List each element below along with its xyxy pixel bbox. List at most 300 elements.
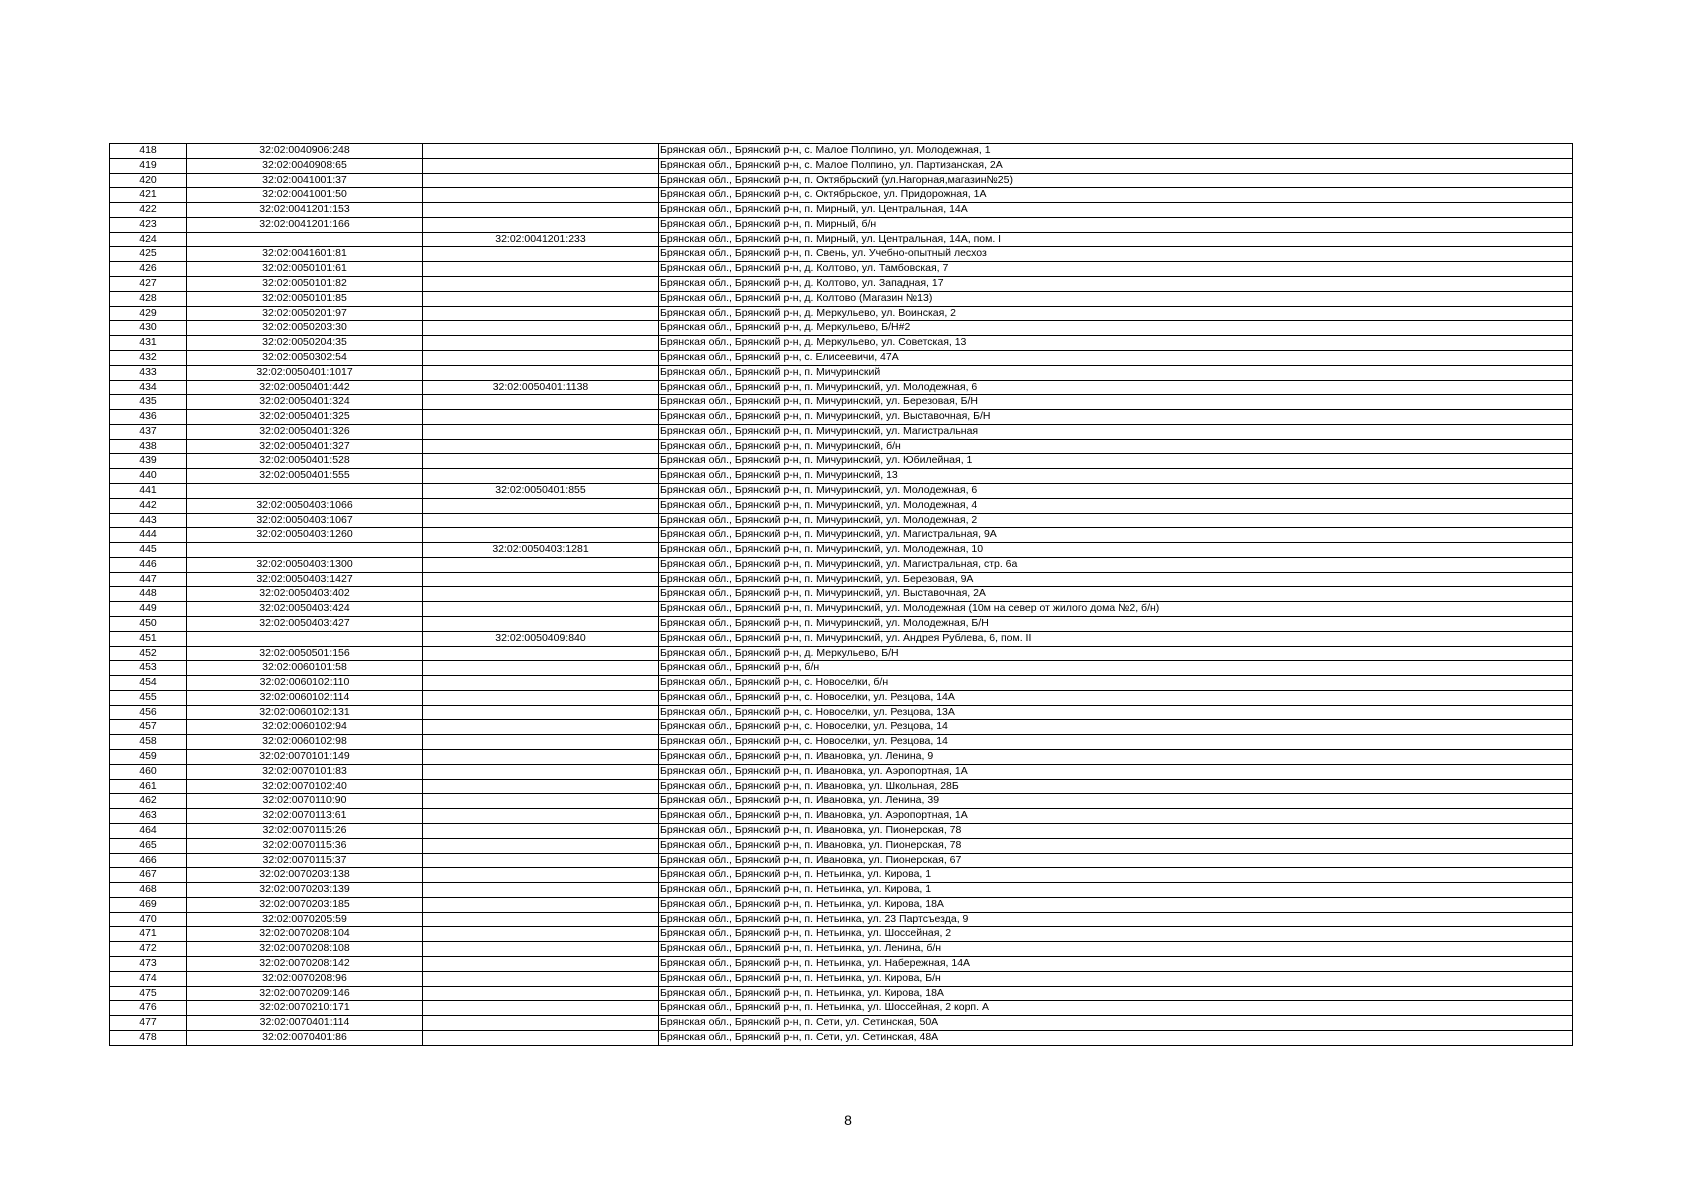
row-number-cell: 442: [110, 498, 187, 513]
row-number-cell: 426: [110, 262, 187, 277]
cadastral-number-cell: 32:02:0060102:131: [187, 705, 423, 720]
row-number-cell: 478: [110, 1030, 187, 1045]
cadastral-number-cell: 32:02:0070115:36: [187, 838, 423, 853]
address-cell: Брянская обл., Брянский р-н, с. Малое Полпино, ул. Партизанская, 2А: [659, 158, 1573, 173]
cadastral-number-cell: 32:02:0070401:86: [187, 1030, 423, 1045]
table-row: [110, 498, 1573, 513]
table-row: [110, 646, 1573, 661]
table-row: [110, 469, 1573, 484]
premises-cadastral-number-cell: [423, 528, 659, 543]
address-cell: Брянская обл., Брянский р-н, п. Свень, ул. Учебно-опытный лесхоз: [659, 247, 1573, 262]
cadastral-number-cell: 32:02:0070203:138: [187, 868, 423, 883]
address-cell: Брянская обл., Брянский р-н, п. Мичуринский, ул. Березовая, Б/Н: [659, 395, 1573, 410]
address-cell: Брянская обл., Брянский р-н, п. Мичуринский, ул. Выставочная, 2А: [659, 587, 1573, 602]
premises-cadastral-number-cell: [423, 557, 659, 572]
table-row: [110, 927, 1573, 942]
address-cell: Брянская обл., Брянский р-н, п. Ивановка, ул. Аэропортная, 1А: [659, 764, 1573, 779]
address-cell: Брянская обл., Брянский р-н, п. Нетьинка, ул. Кирова, 1: [659, 883, 1573, 898]
premises-cadastral-number-cell: [423, 306, 659, 321]
table-row: [110, 853, 1573, 868]
table-row: [110, 424, 1573, 439]
address-cell: Брянская обл., Брянский р-н, п. Нетьинка, ул. Кирова, 1: [659, 868, 1573, 883]
premises-cadastral-number-cell: [423, 823, 659, 838]
premises-cadastral-number-cell: [423, 661, 659, 676]
premises-cadastral-number-cell: [423, 336, 659, 351]
address-cell: Брянская обл., Брянский р-н, д. Колтово, ул. Западная, 17: [659, 277, 1573, 292]
row-number-cell: 423: [110, 217, 187, 232]
address-cell: Брянская обл., Брянский р-н, п. Ивановка, ул. Пионерская, 78: [659, 838, 1573, 853]
premises-cadastral-number-cell: [423, 735, 659, 750]
cadastral-number-cell: 32:02:0050403:1066: [187, 498, 423, 513]
address-cell: Брянская обл., Брянский р-н, п. Сети, ул. Сетинская, 48А: [659, 1030, 1573, 1045]
premises-cadastral-number-cell: [423, 262, 659, 277]
cadastral-number-cell: 32:02:0070210:171: [187, 1001, 423, 1016]
address-cell: Брянская обл., Брянский р-н, с. Малое Полпино, ул. Молодежная, 1: [659, 144, 1573, 159]
cadastral-number-cell: 32:02:0040908:65: [187, 158, 423, 173]
premises-cadastral-number-cell: [423, 350, 659, 365]
cadastral-number-cell: 32:02:0050403:1067: [187, 513, 423, 528]
row-number-cell: 440: [110, 469, 187, 484]
premises-cadastral-number-cell: 32:02:0050401:1138: [423, 380, 659, 395]
registry-table: [109, 143, 1573, 1046]
table-row: [110, 971, 1573, 986]
table-row: [110, 897, 1573, 912]
cadastral-number-cell: 32:02:0070205:59: [187, 912, 423, 927]
cadastral-number-cell: 32:02:0050403:1300: [187, 557, 423, 572]
premises-cadastral-number-cell: [423, 676, 659, 691]
premises-cadastral-number-cell: [423, 617, 659, 632]
address-cell: Брянская обл., Брянский р-н, д. Меркульево, Б/Н#2: [659, 321, 1573, 336]
table-row: [110, 1016, 1573, 1031]
row-number-cell: 472: [110, 942, 187, 957]
cadastral-number-cell: 32:02:0050403:1427: [187, 572, 423, 587]
cadastral-number-cell: 32:02:0050501:156: [187, 646, 423, 661]
premises-cadastral-number-cell: [423, 454, 659, 469]
cadastral-number-cell: 32:02:0050403:402: [187, 587, 423, 602]
table-row: [110, 217, 1573, 232]
table-row: [110, 779, 1573, 794]
table-row: [110, 631, 1573, 646]
premises-cadastral-number-cell: [423, 956, 659, 971]
row-number-cell: 464: [110, 823, 187, 838]
cadastral-number-cell: 32:02:0070110:90: [187, 794, 423, 809]
address-cell: Брянская обл., Брянский р-н, п. Мичуринский, ул. Молодежная (10м на север от жилого дома №2, б/н): [659, 602, 1573, 617]
row-number-cell: 476: [110, 1001, 187, 1016]
premises-cadastral-number-cell: [423, 1001, 659, 1016]
row-number-cell: 430: [110, 321, 187, 336]
cadastral-number-cell: 32:02:0041201:153: [187, 203, 423, 218]
cadastral-number-cell: 32:02:0050101:85: [187, 291, 423, 306]
page-number: 8: [844, 1112, 852, 1128]
address-cell: Брянская обл., Брянский р-н, п. Мирный, ул. Центральная, 14А, пом. I: [659, 232, 1573, 247]
premises-cadastral-number-cell: [423, 868, 659, 883]
address-cell: Брянская обл., Брянский р-н, п. Нетьинка, ул. Набережная, 14А: [659, 956, 1573, 971]
cadastral-number-cell: 32:02:0070208:108: [187, 942, 423, 957]
table-row: [110, 528, 1573, 543]
row-number-cell: 463: [110, 809, 187, 824]
address-cell: Брянская обл., Брянский р-н, п. Мичуринский, ул. Магистральная, 9А: [659, 528, 1573, 543]
row-number-cell: 421: [110, 188, 187, 203]
table-row: [110, 838, 1573, 853]
cadastral-number-cell: 32:02:0050401:327: [187, 439, 423, 454]
address-cell: Брянская обл., Брянский р-н, п. Мичуринский, ул. Березовая, 9А: [659, 572, 1573, 587]
table-row: [110, 232, 1573, 247]
cadastral-number-cell: [187, 543, 423, 558]
table-row: [110, 350, 1573, 365]
cadastral-number-cell: 32:02:0070101:149: [187, 750, 423, 765]
table-row: [110, 617, 1573, 632]
row-number-cell: 475: [110, 986, 187, 1001]
table-row: [110, 587, 1573, 602]
row-number-cell: 458: [110, 735, 187, 750]
table-row: [110, 986, 1573, 1001]
row-number-cell: 445: [110, 543, 187, 558]
table-row: [110, 454, 1573, 469]
row-number-cell: 422: [110, 203, 187, 218]
cadastral-number-cell: 32:02:0041601:81: [187, 247, 423, 262]
premises-cadastral-number-cell: [423, 469, 659, 484]
row-number-cell: 437: [110, 424, 187, 439]
row-number-cell: 435: [110, 395, 187, 410]
row-number-cell: 452: [110, 646, 187, 661]
table-row: [110, 942, 1573, 957]
premises-cadastral-number-cell: [423, 942, 659, 957]
premises-cadastral-number-cell: [423, 853, 659, 868]
address-cell: Брянская обл., Брянский р-н, д. Меркульево, ул. Воинская, 2: [659, 306, 1573, 321]
cadastral-number-cell: 32:02:0050302:54: [187, 350, 423, 365]
cadastral-number-cell: 32:02:0041201:166: [187, 217, 423, 232]
address-cell: Брянская обл., Брянский р-н, с. Новоселки, ул. Резцова, 14А: [659, 690, 1573, 705]
address-cell: Брянская обл., Брянский р-н, д. Колтово (Магазин №13): [659, 291, 1573, 306]
address-cell: Брянская обл., Брянский р-н, п. Нетьинка, ул. Кирова, 18А: [659, 897, 1573, 912]
premises-cadastral-number-cell: [423, 1030, 659, 1045]
table-row: [110, 735, 1573, 750]
address-cell: Брянская обл., Брянский р-н, п. Мичуринский, ул. Молодежная, 6: [659, 380, 1573, 395]
table-row: [110, 306, 1573, 321]
row-number-cell: 436: [110, 410, 187, 425]
address-cell: Брянская обл., Брянский р-н, д. Меркульево, ул. Советская, 13: [659, 336, 1573, 351]
cadastral-number-cell: 32:02:0070208:96: [187, 971, 423, 986]
address-cell: Брянская обл., Брянский р-н, д. Колтово, ул. Тамбовская, 7: [659, 262, 1573, 277]
address-cell: Брянская обл., Брянский р-н, п. Мичуринский, ул. Выставочная, Б/Н: [659, 410, 1573, 425]
row-number-cell: 450: [110, 617, 187, 632]
table-row: [110, 912, 1573, 927]
cadastral-number-cell: 32:02:0050403:424: [187, 602, 423, 617]
cadastral-number-cell: 32:02:0070208:142: [187, 956, 423, 971]
cadastral-number-cell: 32:02:0070203:185: [187, 897, 423, 912]
row-number-cell: 469: [110, 897, 187, 912]
premises-cadastral-number-cell: [423, 158, 659, 173]
address-cell: Брянская обл., Брянский р-н, п. Мичуринский, ул. Молодежная, 4: [659, 498, 1573, 513]
row-number-cell: 419: [110, 158, 187, 173]
table-row: [110, 439, 1573, 454]
cadastral-number-cell: 32:02:0050204:35: [187, 336, 423, 351]
address-cell: Брянская обл., Брянский р-н, п. Мичуринский, ул. Магистральная: [659, 424, 1573, 439]
row-number-cell: 425: [110, 247, 187, 262]
premises-cadastral-number-cell: [423, 838, 659, 853]
premises-cadastral-number-cell: [423, 779, 659, 794]
row-number-cell: 471: [110, 927, 187, 942]
cadastral-number-cell: 32:02:0041001:50: [187, 188, 423, 203]
premises-cadastral-number-cell: [423, 986, 659, 1001]
address-cell: Брянская обл., Брянский р-н, с. Новоселки, ул. Резцова, 13А: [659, 705, 1573, 720]
row-number-cell: 456: [110, 705, 187, 720]
row-number-cell: 461: [110, 779, 187, 794]
premises-cadastral-number-cell: [423, 720, 659, 735]
cadastral-number-cell: 32:02:0060102:114: [187, 690, 423, 705]
premises-cadastral-number-cell: [423, 794, 659, 809]
cadastral-number-cell: [187, 631, 423, 646]
premises-cadastral-number-cell: [423, 410, 659, 425]
cadastral-number-cell: 32:02:0041001:37: [187, 173, 423, 188]
row-number-cell: 455: [110, 690, 187, 705]
address-cell: Брянская обл., Брянский р-н, п. Нетьинка, ул. 23 Партсъезда, 9: [659, 912, 1573, 927]
cadastral-number-cell: 32:02:0070401:114: [187, 1016, 423, 1031]
premises-cadastral-number-cell: [423, 912, 659, 927]
row-number-cell: 443: [110, 513, 187, 528]
address-cell: Брянская обл., Брянский р-н, с. Елисеевичи, 47А: [659, 350, 1573, 365]
table-row: [110, 247, 1573, 262]
table-row: [110, 158, 1573, 173]
table-row: [110, 365, 1573, 380]
cadastral-number-cell: 32:02:0050401:528: [187, 454, 423, 469]
address-cell: Брянская обл., Брянский р-н, п. Ивановка, ул. Ленина, 39: [659, 794, 1573, 809]
cadastral-number-cell: 32:02:0070101:83: [187, 764, 423, 779]
row-number-cell: 477: [110, 1016, 187, 1031]
address-cell: Брянская обл., Брянский р-н, п. Мирный, ул. Центральная, 14А: [659, 203, 1573, 218]
row-number-cell: 433: [110, 365, 187, 380]
address-cell: Брянская обл., Брянский р-н, п. Мирный, б/н: [659, 217, 1573, 232]
table-row: [110, 676, 1573, 691]
premises-cadastral-number-cell: [423, 690, 659, 705]
table-row: [110, 336, 1573, 351]
address-cell: Брянская обл., Брянский р-н, п. Сети, ул. Сетинская, 50А: [659, 1016, 1573, 1031]
cadastral-number-cell: 32:02:0050403:1260: [187, 528, 423, 543]
table-row: [110, 277, 1573, 292]
address-cell: Брянская обл., Брянский р-н, п. Мичуринский, ул. Юбилейная, 1: [659, 454, 1573, 469]
premises-cadastral-number-cell: 32:02:0050403:1281: [423, 543, 659, 558]
table-row: [110, 690, 1573, 705]
premises-cadastral-number-cell: [423, 602, 659, 617]
address-cell: Брянская обл., Брянский р-н, п. Мичуринский, ул. Молодежная, 6: [659, 483, 1573, 498]
cadastral-number-cell: 32:02:0070102:40: [187, 779, 423, 794]
table-row: [110, 513, 1573, 528]
premises-cadastral-number-cell: [423, 321, 659, 336]
premises-cadastral-number-cell: [423, 291, 659, 306]
address-cell: Брянская обл., Брянский р-н, п. Мичуринский, б/н: [659, 439, 1573, 454]
address-cell: Брянская обл., Брянский р-н, п. Мичуринский, 13: [659, 469, 1573, 484]
cadastral-number-cell: 32:02:0050403:427: [187, 617, 423, 632]
row-number-cell: 449: [110, 602, 187, 617]
table-row: [110, 483, 1573, 498]
row-number-cell: 448: [110, 587, 187, 602]
table-row: [110, 883, 1573, 898]
premises-cadastral-number-cell: [423, 217, 659, 232]
row-number-cell: 473: [110, 956, 187, 971]
row-number-cell: 462: [110, 794, 187, 809]
address-cell: Брянская обл., Брянский р-н, б/н: [659, 661, 1573, 676]
row-number-cell: 444: [110, 528, 187, 543]
row-number-cell: 467: [110, 868, 187, 883]
row-number-cell: 446: [110, 557, 187, 572]
row-number-cell: 470: [110, 912, 187, 927]
row-number-cell: 424: [110, 232, 187, 247]
table-row: [110, 661, 1573, 676]
premises-cadastral-number-cell: [423, 750, 659, 765]
table-row: [110, 557, 1573, 572]
row-number-cell: 427: [110, 277, 187, 292]
cadastral-number-cell: 32:02:0050203:30: [187, 321, 423, 336]
table-row: [110, 188, 1573, 203]
row-number-cell: 418: [110, 144, 187, 159]
table-row: [110, 705, 1573, 720]
cadastral-number-cell: 32:02:0070209:146: [187, 986, 423, 1001]
cadastral-number-cell: 32:02:0050101:61: [187, 262, 423, 277]
row-number-cell: 468: [110, 883, 187, 898]
row-number-cell: 451: [110, 631, 187, 646]
cadastral-number-cell: 32:02:0060102:94: [187, 720, 423, 735]
table-row: [110, 380, 1573, 395]
row-number-cell: 457: [110, 720, 187, 735]
premises-cadastral-number-cell: [423, 395, 659, 410]
cadastral-number-cell: 32:02:0050201:97: [187, 306, 423, 321]
cadastral-number-cell: 32:02:0050401:442: [187, 380, 423, 395]
address-cell: Брянская обл., Брянский р-н, п. Ивановка, ул. Ленина, 9: [659, 750, 1573, 765]
table-row: [110, 262, 1573, 277]
address-cell: Брянская обл., Брянский р-н, п. Нетьинка, ул. Ленина, б/н: [659, 942, 1573, 957]
table-row: [110, 173, 1573, 188]
cadastral-number-cell: 32:02:0070115:26: [187, 823, 423, 838]
premises-cadastral-number-cell: 32:02:0050401:855: [423, 483, 659, 498]
row-number-cell: 447: [110, 572, 187, 587]
address-cell: Брянская обл., Брянский р-н, с. Новоселки, ул. Резцова, 14: [659, 735, 1573, 750]
table-row: [110, 543, 1573, 558]
premises-cadastral-number-cell: [423, 277, 659, 292]
premises-cadastral-number-cell: [423, 144, 659, 159]
premises-cadastral-number-cell: 32:02:0041201:233: [423, 232, 659, 247]
table-row: [110, 1001, 1573, 1016]
table-row: [110, 602, 1573, 617]
row-number-cell: 439: [110, 454, 187, 469]
premises-cadastral-number-cell: [423, 203, 659, 218]
premises-cadastral-number-cell: [423, 587, 659, 602]
table-row: [110, 572, 1573, 587]
address-cell: Брянская обл., Брянский р-н, п. Мичуринский, ул. Молодежная, 2: [659, 513, 1573, 528]
table-row: [110, 956, 1573, 971]
premises-cadastral-number-cell: [423, 927, 659, 942]
table-row: [110, 823, 1573, 838]
address-cell: Брянская обл., Брянский р-н, п. Ивановка, ул. Пионерская, 78: [659, 823, 1573, 838]
premises-cadastral-number-cell: [423, 498, 659, 513]
table-row: [110, 144, 1573, 159]
table-row: [110, 794, 1573, 809]
premises-cadastral-number-cell: [423, 764, 659, 779]
address-cell: Брянская обл., Брянский р-н, п. Ивановка, ул. Школьная, 28Б: [659, 779, 1573, 794]
cadastral-number-cell: 32:02:0040906:248: [187, 144, 423, 159]
row-number-cell: 429: [110, 306, 187, 321]
cadastral-number-cell: 32:02:0050401:555: [187, 469, 423, 484]
table-row: [110, 1030, 1573, 1045]
premises-cadastral-number-cell: 32:02:0050409:840: [423, 631, 659, 646]
premises-cadastral-number-cell: [423, 705, 659, 720]
address-cell: Брянская обл., Брянский р-н, с. Новоселки, б/н: [659, 676, 1573, 691]
address-cell: Брянская обл., Брянский р-н, п. Мичуринский, ул. Молодежная, 10: [659, 543, 1573, 558]
cadastral-number-cell: 32:02:0060101:58: [187, 661, 423, 676]
address-cell: Брянская обл., Брянский р-н, п. Нетьинка, ул. Шоссейная, 2 корп. А: [659, 1001, 1573, 1016]
premises-cadastral-number-cell: [423, 572, 659, 587]
premises-cadastral-number-cell: [423, 1016, 659, 1031]
row-number-cell: 434: [110, 380, 187, 395]
row-number-cell: 438: [110, 439, 187, 454]
row-number-cell: 465: [110, 838, 187, 853]
cadastral-number-cell: [187, 232, 423, 247]
premises-cadastral-number-cell: [423, 883, 659, 898]
table-row: [110, 321, 1573, 336]
cadastral-number-cell: 32:02:0060102:98: [187, 735, 423, 750]
address-cell: Брянская обл., Брянский р-н, п. Мичуринский, ул. Молодежная, Б/Н: [659, 617, 1573, 632]
table-row: [110, 809, 1573, 824]
premises-cadastral-number-cell: [423, 646, 659, 661]
address-cell: Брянская обл., Брянский р-н, п. Ивановка, ул. Аэропортная, 1А: [659, 809, 1573, 824]
table-row: [110, 868, 1573, 883]
row-number-cell: 459: [110, 750, 187, 765]
premises-cadastral-number-cell: [423, 971, 659, 986]
address-cell: Брянская обл., Брянский р-н, п. Ивановка, ул. Пионерская, 67: [659, 853, 1573, 868]
row-number-cell: 466: [110, 853, 187, 868]
address-cell: Брянская обл., Брянский р-н, п. Мичуринский, ул. Магистральная, стр. 6а: [659, 557, 1573, 572]
premises-cadastral-number-cell: [423, 439, 659, 454]
row-number-cell: 474: [110, 971, 187, 986]
premises-cadastral-number-cell: [423, 188, 659, 203]
table-row: [110, 291, 1573, 306]
address-cell: Брянская обл., Брянский р-н, п. Нетьинка, ул. Кирова, Б/н: [659, 971, 1573, 986]
cadastral-number-cell: 32:02:0050101:82: [187, 277, 423, 292]
cadastral-number-cell: 32:02:0070115:37: [187, 853, 423, 868]
row-number-cell: 432: [110, 350, 187, 365]
premises-cadastral-number-cell: [423, 247, 659, 262]
address-cell: Брянская обл., Брянский р-н, п. Нетьинка, ул. Кирова, 18А: [659, 986, 1573, 1001]
table-row: [110, 395, 1573, 410]
cadastral-number-cell: 32:02:0050401:324: [187, 395, 423, 410]
cadastral-number-cell: 32:02:0050401:326: [187, 424, 423, 439]
premises-cadastral-number-cell: [423, 809, 659, 824]
row-number-cell: 428: [110, 291, 187, 306]
address-cell: Брянская обл., Брянский р-н, д. Меркульево, Б/Н: [659, 646, 1573, 661]
table-row: [110, 764, 1573, 779]
table-row: [110, 410, 1573, 425]
address-cell: Брянская обл., Брянский р-н, п. Октябрьский (ул.Нагорная,магазин№25): [659, 173, 1573, 188]
table-row: [110, 720, 1573, 735]
address-cell: Брянская обл., Брянский р-н, п. Мичуринский: [659, 365, 1573, 380]
cadastral-number-cell: 32:02:0050401:325: [187, 410, 423, 425]
row-number-cell: 441: [110, 483, 187, 498]
premises-cadastral-number-cell: [423, 424, 659, 439]
table-row: [110, 750, 1573, 765]
premises-cadastral-number-cell: [423, 173, 659, 188]
cadastral-number-cell: 32:02:0070203:139: [187, 883, 423, 898]
row-number-cell: 420: [110, 173, 187, 188]
premises-cadastral-number-cell: [423, 513, 659, 528]
cadastral-number-cell: 32:02:0070208:104: [187, 927, 423, 942]
premises-cadastral-number-cell: [423, 365, 659, 380]
cadastral-number-cell: [187, 483, 423, 498]
row-number-cell: 431: [110, 336, 187, 351]
row-number-cell: 454: [110, 676, 187, 691]
row-number-cell: 460: [110, 764, 187, 779]
row-number-cell: 453: [110, 661, 187, 676]
address-cell: Брянская обл., Брянский р-н, п. Мичуринский, ул. Андрея Рублева, 6, пом. II: [659, 631, 1573, 646]
registry-table-body: [110, 144, 1573, 1046]
